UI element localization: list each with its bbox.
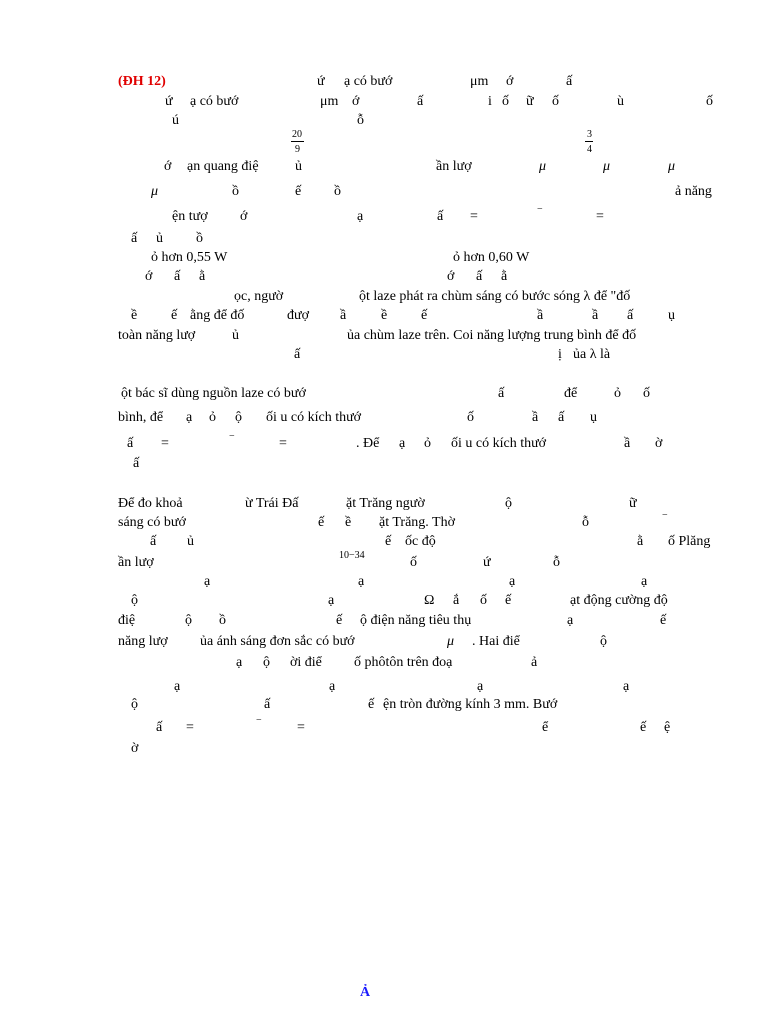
- mu-symbol: μ: [151, 184, 159, 199]
- text-fragment: =: [279, 436, 287, 451]
- text-fragment: . Để: [356, 436, 380, 451]
- text-fragment: ế: [336, 613, 343, 628]
- text-fragment: ế: [421, 308, 428, 323]
- text-fragment: ện tượ: [172, 209, 208, 224]
- text-fragment: ủ: [156, 231, 163, 246]
- text-fragment: ạ: [567, 613, 574, 628]
- text-fragment: ỏ: [209, 410, 216, 425]
- text-fragment: ố: [410, 555, 417, 570]
- text-fragment: ờ: [131, 741, 139, 756]
- text-fragment: μm: [320, 94, 339, 109]
- text-fragment: sáng có bướ: [118, 515, 186, 530]
- text-fragment: ớ: [240, 209, 248, 224]
- text-fragment: ừ Trái Đấ: [245, 496, 299, 511]
- text-fragment: ế: [385, 534, 392, 549]
- text-fragment: ằng để đố: [190, 308, 245, 323]
- text-fragment: ọc, ngườ: [234, 289, 284, 304]
- text-fragment: đượ: [287, 308, 309, 323]
- text-fragment: ữ: [629, 496, 637, 511]
- text-fragment: Để đo khoả: [118, 496, 183, 511]
- text-fragment: ủa ánh sáng đơn sắc có bướ: [200, 634, 355, 649]
- text-fragment: ố: [552, 94, 559, 109]
- text-fragment: ầ: [592, 308, 599, 323]
- text-fragment: ần lượ: [436, 159, 472, 174]
- text-fragment: ấ: [174, 269, 181, 284]
- mu-symbol: μ: [668, 159, 676, 174]
- text-fragment: Ω: [424, 593, 435, 608]
- text-fragment: ầ: [537, 308, 544, 323]
- text-fragment: ạ: [204, 574, 211, 589]
- text-fragment: ỏ: [424, 436, 431, 451]
- text-fragment: ủ: [295, 159, 302, 174]
- page-footer-mark: Ả: [360, 985, 371, 1000]
- text-fragment: ần lượ: [118, 555, 154, 570]
- text-fragment: ủa chùm laze trên. Coi năng lượng trung bình để đố: [347, 328, 637, 343]
- text-fragment: ả: [531, 655, 538, 670]
- text-fragment: =: [596, 209, 604, 224]
- text-fragment: ù: [617, 94, 624, 109]
- text-fragment: ạ: [641, 574, 648, 589]
- text-fragment: ặt Trăng. Thờ: [379, 515, 455, 530]
- text-fragment: ỏ: [614, 386, 621, 401]
- text-fragment: ố: [502, 94, 509, 109]
- text-fragment: ụ: [590, 410, 597, 425]
- text-fragment: ối u có kích thướ: [266, 410, 362, 425]
- text-fragment: =: [161, 436, 169, 451]
- text-fragment: năng lượ: [118, 634, 168, 649]
- text-fragment: ạ: [328, 593, 335, 608]
- mu-symbol: μ: [447, 634, 455, 649]
- mu-symbol: μ: [539, 159, 547, 174]
- text-fragment: ạn quang điệ: [187, 159, 259, 174]
- text-fragment: ế: [660, 613, 667, 628]
- text-fragment: ố phôtôn trên đoạ: [354, 655, 453, 670]
- text-fragment: ồ: [334, 184, 341, 199]
- text-fragment: ế: [505, 593, 512, 608]
- text-fragment: =: [470, 209, 478, 224]
- option-text: ỏ hơn 0,55 W: [151, 250, 228, 265]
- text-fragment: ỗ: [553, 555, 560, 570]
- text-fragment: ề: [131, 308, 138, 323]
- text-fragment: toàn năng lượ: [118, 328, 196, 343]
- text-fragment: ạ: [399, 436, 406, 451]
- text-fragment: bình, để: [118, 410, 164, 425]
- text-fragment: ả năng: [675, 184, 712, 199]
- text-fragment: =: [297, 720, 305, 735]
- text-fragment: ạt động cường độ: [570, 593, 668, 608]
- text-fragment: ấ: [498, 386, 505, 401]
- text-fragment: ấ: [133, 456, 140, 471]
- text-fragment: ằ: [637, 534, 644, 549]
- text-fragment: ằ: [199, 269, 206, 284]
- text-fragment: −: [537, 204, 543, 215]
- text-fragment: ấ: [127, 436, 134, 451]
- text-fragment: i: [488, 94, 492, 109]
- text-fragment: ấ: [558, 410, 565, 425]
- text-fragment: −: [662, 510, 668, 521]
- text-fragment: ạ: [329, 679, 336, 694]
- text-fragment: ứ: [483, 555, 491, 570]
- text-fragment: ứ: [165, 94, 173, 109]
- text-fragment: ề: [381, 308, 388, 323]
- text-fragment: . Hai điể: [472, 634, 520, 649]
- text-fragment: μm: [470, 74, 489, 89]
- text-fragment: ối u có kích thướ: [451, 436, 547, 451]
- text-fragment: ạ: [623, 679, 630, 694]
- fraction-bar: [585, 141, 593, 142]
- text-fragment: ằ: [501, 269, 508, 284]
- text-fragment: ệ: [664, 720, 671, 735]
- fraction-numerator: 20: [292, 129, 302, 140]
- text-fragment: điệ: [118, 613, 136, 628]
- text-fragment: ộ: [131, 593, 138, 608]
- text-fragment: ầ: [340, 308, 347, 323]
- text-fragment: ạ: [477, 679, 484, 694]
- text-fragment: ề: [345, 515, 352, 530]
- text-fragment: ị: [558, 347, 562, 362]
- text-fragment: ấ: [150, 534, 157, 549]
- text-fragment: ấ: [294, 347, 301, 362]
- text-fragment: ế: [171, 308, 178, 323]
- text-fragment: ế: [318, 515, 325, 530]
- text-fragment: ạ: [357, 209, 364, 224]
- text-fragment: ấ: [264, 697, 271, 712]
- text-fragment: ấ: [627, 308, 634, 323]
- text-fragment: ạ có bướ: [344, 74, 393, 89]
- text-fragment: ộ: [263, 655, 270, 670]
- text-fragment: ốc độ: [405, 534, 436, 549]
- text-fragment: ấ: [417, 94, 424, 109]
- text-fragment: ố Plăng: [668, 534, 711, 549]
- text-fragment: ộ: [600, 634, 607, 649]
- text-fragment: ộ: [131, 697, 138, 712]
- text-fragment: ời điể: [290, 655, 322, 670]
- text-fragment: −: [256, 715, 262, 726]
- text-fragment: ớ: [352, 94, 360, 109]
- text-fragment: ấ: [476, 269, 483, 284]
- text-fragment: ồ: [219, 613, 226, 628]
- text-fragment: ế: [368, 697, 375, 712]
- text-fragment: ột bác sĩ dùng nguồn laze có bướ: [121, 386, 306, 401]
- fraction-bar: [291, 141, 304, 142]
- text-fragment: ồ: [196, 231, 203, 246]
- exam-tag: (ĐH 12): [118, 74, 166, 89]
- text-fragment: ố: [480, 593, 487, 608]
- text-fragment: ột laze phát ra chùm sáng có bước sóng λ để "đố: [359, 289, 631, 304]
- text-fragment: ấ: [131, 231, 138, 246]
- fraction-denominator: 4: [587, 144, 592, 155]
- text-fragment: ạ: [358, 574, 365, 589]
- text-fragment: ấ: [156, 720, 163, 735]
- text-fragment: ầ: [624, 436, 631, 451]
- text-fragment: ộ: [235, 410, 242, 425]
- text-fragment: ớ: [506, 74, 514, 89]
- text-fragment: để: [564, 386, 578, 401]
- text-fragment: ồ: [232, 184, 239, 199]
- text-fragment: ộ điện năng tiêu thụ: [360, 613, 472, 628]
- text-fragment: 10−34: [339, 550, 365, 561]
- text-fragment: ế: [640, 720, 647, 735]
- text-fragment: ạ: [186, 410, 193, 425]
- text-fragment: ộ: [185, 613, 192, 628]
- text-fragment: ủ: [187, 534, 194, 549]
- text-fragment: ạ: [174, 679, 181, 694]
- text-fragment: −: [229, 431, 235, 442]
- text-fragment: ụ: [668, 308, 675, 323]
- text-fragment: ện tròn đường kính 3 mm. Bướ: [383, 697, 558, 712]
- text-fragment: ắ: [453, 593, 460, 608]
- text-fragment: ờ: [655, 436, 663, 451]
- text-fragment: ố: [467, 410, 474, 425]
- text-fragment: ớ: [145, 269, 153, 284]
- text-fragment: ứ: [317, 74, 325, 89]
- text-fragment: ỗ: [357, 113, 364, 128]
- text-fragment: ạ: [236, 655, 243, 670]
- text-fragment: ộ: [505, 496, 512, 511]
- text-fragment: ú: [172, 113, 179, 128]
- text-fragment: ấ: [566, 74, 573, 89]
- fraction-denominator: 9: [295, 144, 300, 155]
- text-fragment: ủ: [232, 328, 239, 343]
- text-fragment: ặt Trăng ngườ: [346, 496, 425, 511]
- text-fragment: ớ: [164, 159, 172, 174]
- text-fragment: ạ: [509, 574, 516, 589]
- text-fragment: ố: [643, 386, 650, 401]
- text-fragment: ỗ: [582, 515, 589, 530]
- text-fragment: ớ: [447, 269, 455, 284]
- text-fragment: =: [186, 720, 194, 735]
- mu-symbol: μ: [603, 159, 611, 174]
- text-fragment: ể: [542, 720, 549, 735]
- text-fragment: ủa λ là: [573, 347, 611, 362]
- option-text: ỏ hơn 0,60 W: [453, 250, 530, 265]
- fraction-numerator: 3: [587, 129, 592, 140]
- text-fragment: ấ: [437, 209, 444, 224]
- text-fragment: ế: [295, 184, 302, 199]
- text-fragment: ố: [706, 94, 713, 109]
- text-fragment: ầ: [532, 410, 539, 425]
- text-fragment: ữ: [526, 94, 534, 109]
- text-fragment: ạ có bướ: [190, 94, 239, 109]
